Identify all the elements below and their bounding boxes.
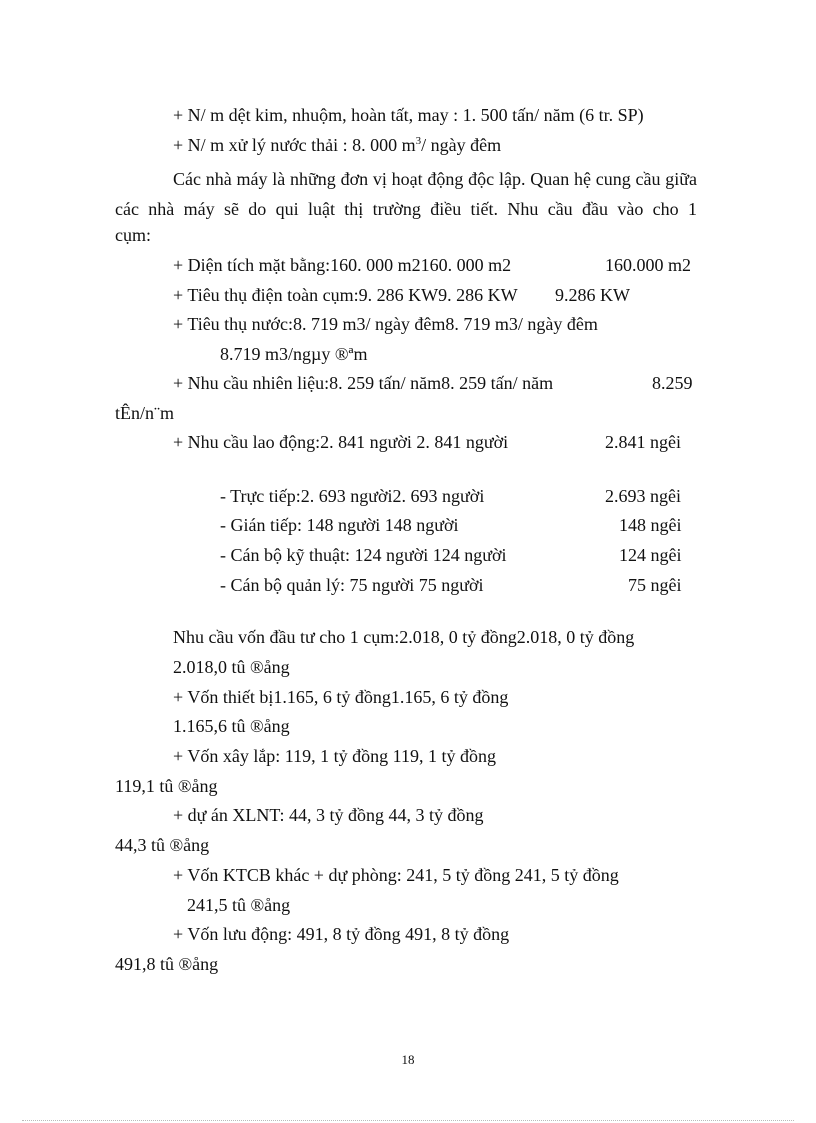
value-construction: 119,1 tû ®ång (115, 776, 218, 796)
line-indirect: - Gián tiếp: 148 người 148 người (220, 515, 459, 535)
line-working-capital: + Vốn lưu động: 491, 8 tỷ đồng 491, 8 tỷ đồng (173, 924, 510, 944)
line-fuel: + Nhu cầu nhiên liệu:8. 259 tấn/ năm8. 259 tấn/ năm (173, 373, 554, 393)
line-management: - Cán bộ quản lý: 75 người 75 người (220, 575, 484, 595)
value-working-capital: 491,8 tû ®ång (115, 954, 219, 974)
page-bottom-divider (22, 1120, 794, 1121)
line-wastewater (173, 134, 501, 156)
line-construction: + Vốn xây lắp: 119, 1 tỷ đồng 119, 1 tỷ đồng (173, 746, 496, 766)
value-area: 160.000 m2 (605, 255, 692, 275)
line-equipment: + Vốn thiết bị1.165, 6 tỷ đồng1.165, 6 tỷ đồng (173, 687, 509, 707)
value-technical: 124 ngêi (619, 545, 682, 565)
page-number: 18 (401, 1052, 415, 1067)
paragraph-demand-end: cụm: (115, 225, 151, 245)
line-capital: Nhu cầu vốn đầu tư cho 1 cụm:2.018, 0 tỷ đồng2.018, 0 tỷ đồng (173, 627, 635, 647)
line-area: + Diện tích mặt bằng:160. 000 m2160. 000 m2 (173, 255, 512, 275)
line-other-capital: + Vốn KTCB khác + dự phòng: 241, 5 tỷ đồng 241, 5 tỷ đồng (173, 865, 619, 885)
paragraph-demand: Các nhà máy là những đơn vị hoạt động độc lập. Quan hệ cung cầu giữa các nhà máy sẽ do qui luật thị trường điều tiết. Nhu cầu đầu vào cho 1 (115, 169, 697, 219)
value-other-capital: 241,5 tû ®ång (187, 895, 291, 915)
value-fuel-cont: tÊn/n¨m (115, 403, 174, 423)
line-power: + Tiêu thụ điện toàn cụm:9. 286 KW9. 286 KW (173, 285, 518, 305)
value-indirect: 148 ngêi (619, 515, 682, 535)
line-xlnt: + dự án XLNT: 44, 3 tỷ đồng 44, 3 tỷ đồng (173, 805, 484, 825)
value-direct: 2.693 ngêi (605, 486, 681, 506)
superscript-3: 3 (415, 135, 422, 147)
line-wastewater-text: + N/ m xử lý nước thải : 8. 000 m (173, 135, 416, 155)
value-power: 9.286 KW (555, 285, 630, 305)
value-xlnt: 44,3 tû ®ång (115, 835, 210, 855)
line-textile: + N/ m dệt kim, nhuộm, hoàn tất, may : 1. 500 tấn/ năm (6 tr. SP) (173, 105, 644, 125)
value-water: 8.719 m3/ngµy ®ªm (220, 344, 368, 364)
value-equipment: 1.165,6 tû ®ång (173, 716, 290, 736)
line-labor: + Nhu cầu lao động:2. 841 người 2. 841 người (173, 432, 509, 452)
line-water: + Tiêu thụ nước:8. 719 m3/ ngày đêm8. 719 m3/ ngày đêm (173, 314, 598, 334)
line-technical: - Cán bộ kỹ thuật: 124 người 124 người (220, 545, 507, 565)
line-wastewater-unit: / ngày đêm (421, 135, 502, 155)
line-direct: - Trực tiếp:2. 693 người2. 693 người (220, 486, 485, 506)
value-fuel: 8.259 (652, 373, 693, 393)
value-labor: 2.841 ngêi (605, 432, 681, 452)
value-management: 75 ngêi (628, 575, 682, 595)
value-capital: 2.018,0 tû ®ång (173, 657, 290, 677)
